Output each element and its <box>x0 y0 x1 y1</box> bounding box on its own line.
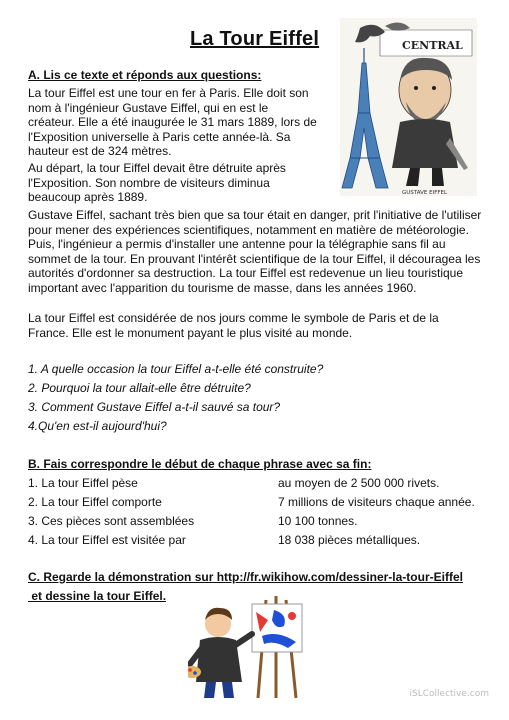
paragraph-3: Gustave Eiffel, sachant très bien que sa tour était en danger, prit l'initiative de l'utiliser pour mener des expériences scientifiques, notamment en matière de météorologie. Puis, l'ingénieur a permis d'installer une antenne pour la télégraphie sans fil au sommet de la tour. En prouvant l'intérêt scientifique de la tour Eiffel, il découragea les autorités d'ordonner sa destruction. La tour Eiffel est redevenue un lieu touristique important avec l'apparition du tourisme de masse, dans les années 1960. <box>28 208 482 295</box>
question-2: 2. Pourquoi la tour allait-elle être détruite? <box>28 381 251 395</box>
painter-clipart <box>188 590 308 700</box>
section-c-line-1: C. Regarde la démonstration sur http://fr.wikihow.com/dessiner-la-tour-Eiffel <box>28 570 463 584</box>
caricature-caption: GUSTAVE EIFFEL <box>402 190 448 196</box>
matching-start: 2. La tour Eiffel comporte <box>28 495 162 509</box>
matching-end: 10 100 tonnes. <box>278 514 358 528</box>
matching-start: 4. La tour Eiffel est visitée par <box>28 533 186 547</box>
question-4: 4.Qu'en est-il aujourd'hui? <box>28 419 167 433</box>
newspaper-title: CENTRAL <box>402 39 463 52</box>
section-c-line-2: et dessine la tour Eiffel. <box>28 589 167 603</box>
matching-end: 18 038 pièces métalliques. <box>278 533 421 547</box>
question-3: 3. Comment Gustave Eiffel a-t-il sauvé sa tour? <box>28 400 281 414</box>
matching-start: 3. Ces pièces sont assemblées <box>28 514 195 528</box>
matching-row <box>28 514 488 530</box>
watermark: iSLCollective.com <box>409 689 489 699</box>
matching-start: 1. La tour Eiffel pèse <box>28 476 138 490</box>
paragraph-4: La tour Eiffel est considérée de nos jours comme le symbole de Paris et de la France. Elle est le monument payant le plus visité au monde. <box>28 311 439 340</box>
section-b-heading: B. Fais correspondre le début de chaque phrase avec sa fin: <box>28 457 372 471</box>
section-a-heading: A. Lis ce texte et réponds aux questions: <box>28 68 262 82</box>
paragraph-2: Au départ, la tour Eiffel devait être détruite après l'Exposition. Son nombre de visiteurs diminua beaucoup après 1889. <box>28 161 286 205</box>
matching-row <box>28 495 488 511</box>
question-1: 1. A quelle occasion la tour Eiffel a-t-elle été construite? <box>28 362 324 376</box>
matching-end: 7 millions de visiteurs chaque année. <box>278 495 475 509</box>
matching-row <box>28 476 488 492</box>
eiffel-caricature-image <box>340 18 477 196</box>
matching-row <box>28 533 488 549</box>
paragraph-1: La tour Eiffel est une tour en fer à Paris. Elle doit son nom à l'ingénieur Gustave Eiffel, qui en est le créateur. Elle a été inaugurée le 31 mars 1889, lors de l'Exposition universelle à Paris cette année-là. Sa hauteur est de 324 mètres. <box>28 86 317 159</box>
page-title: La Tour Eiffel <box>190 28 320 50</box>
matching-end: au moyen de 2 500 000 rivets. <box>278 476 440 490</box>
